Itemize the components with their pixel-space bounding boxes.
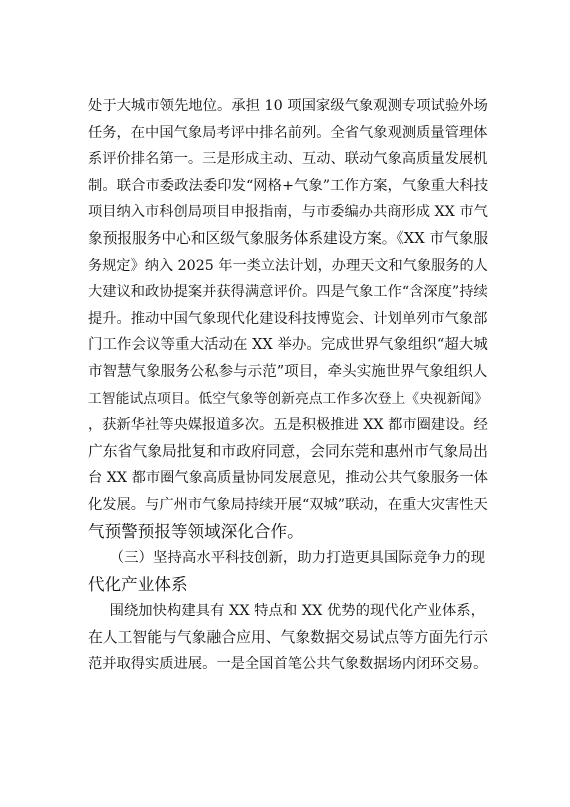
- text-line-1: 处于大城市领先地位。承担 10 项国家级气象观测专项试验外场: [88, 98, 488, 114]
- text-line-14: 广东省气象局批复和市政府同意，会同东莞和惠州市气象局出: [88, 442, 488, 460]
- body-text: [88, 93, 488, 678]
- text-line-17: 气预警预报等领域深化合作。: [88, 521, 304, 541]
- paragraph-first-line: 围绕加快构建具有 XX 特点和 XX 优势的现代化产业体系，: [109, 603, 486, 620]
- text-line-7: 务规定》纳入 2025 年一类立法计划，办理天文和气象服务的人: [88, 257, 488, 274]
- text-line-11: 市智慧气象服务公私参与示范”项目，牵头实施世界气象组织人: [88, 363, 488, 380]
- text-line-16: 化发展。与广州市气象局持续开展“双城”联动，在重大灾害性天: [88, 496, 488, 513]
- text-line-10: 门工作会议等重大活动在 XX 举办。完成世界气象组织“超大城: [88, 337, 488, 354]
- text-line-22: 范并取得实质进展。一是全国首笔公共气象数据场内闭环交易。: [88, 656, 488, 673]
- text-line-13: ，获新华社等央媒报道多次。五是积极推进 XX 都市圈建设。经: [88, 417, 488, 434]
- text-line-4: 制。联合市委政法委印发“网格+气象”工作方案，气象重大科技: [88, 177, 489, 194]
- text-line-5: 项目纳入市科创局项目申报指南，与市委编办共商形成 XX 市气: [88, 204, 488, 221]
- section-heading-continuation: 代化产业体系: [88, 574, 188, 594]
- text-line-21: 在人工智能与气象融合应用、气象数据交易试点等方面先行示: [88, 628, 488, 646]
- text-line-12: 工智能试点项目。低空气象等创新亮点工作多次登上《央视新闻》: [88, 390, 489, 407]
- text-line-3: 系评价排名第一。三是形成主动、互动、联动气象高质量发展机: [88, 151, 488, 168]
- section-heading: （三）坚持高水平科技创新，助力打造更具国际竞争力的现: [109, 550, 486, 567]
- text-line-2: 任务，在中国气象局考评中排名前列。全省气象观测质量管理体: [88, 124, 488, 141]
- text-line-15: 台 XX 都市圈气象高质量协同发展意见，推动公共气象服务一体: [88, 470, 488, 487]
- text-line-6: 象预报服务中心和区级气象服务体系建设方案。《XX 市气象服: [88, 229, 489, 247]
- text-line-8: 大建议和政协提案并获得满意评价。四是气象工作“含深度”持续: [88, 284, 488, 301]
- text-line-9: 提升。推动中国气象现代化建设科技博览会、计划单列市气象部: [88, 310, 488, 327]
